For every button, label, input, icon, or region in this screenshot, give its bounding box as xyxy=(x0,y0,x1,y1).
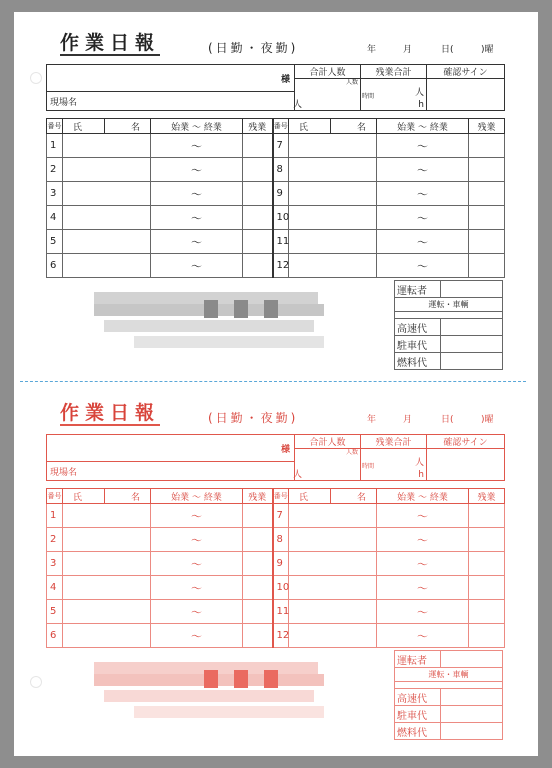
col-name-1: 氏 xyxy=(289,119,331,134)
overtime-cell[interactable] xyxy=(469,206,505,230)
header-table xyxy=(46,434,505,481)
row-number: 6 xyxy=(47,254,63,278)
row-number: 2 xyxy=(47,528,63,552)
overtime-cell[interactable] xyxy=(243,600,273,624)
binder-hole xyxy=(30,72,42,84)
day-label: 日( xyxy=(441,45,454,55)
row-number: 9 xyxy=(273,552,289,576)
table-row xyxy=(47,206,505,230)
table-row xyxy=(47,230,505,254)
row-number: 12 xyxy=(273,624,289,648)
col-start-end: 始業 〜 終業 xyxy=(377,119,469,134)
driver-label: 運転者 xyxy=(395,281,441,298)
table-row xyxy=(47,600,505,624)
overtime-cell[interactable] xyxy=(243,552,273,576)
time-cell[interactable]: 〜 xyxy=(151,552,243,576)
time-cell[interactable]: 〜 xyxy=(377,230,469,254)
site-name-field[interactable] xyxy=(47,462,295,481)
time-label: 時間 xyxy=(362,93,375,100)
time-cell[interactable]: 〜 xyxy=(377,528,469,552)
name-cell[interactable] xyxy=(63,576,151,600)
overtime-cell[interactable] xyxy=(243,182,273,206)
overtime-cell[interactable] xyxy=(469,134,505,158)
day-label: 日( xyxy=(441,415,454,425)
overtime-cell[interactable] xyxy=(243,206,273,230)
time-label: 時間 xyxy=(362,463,375,470)
fuel-fee-label: 燃料代 xyxy=(395,353,441,370)
row-number: 4 xyxy=(47,576,63,600)
driver-label: 運転者 xyxy=(395,651,441,668)
fuel-fee-label: 燃料代 xyxy=(395,723,441,740)
name-cell[interactable] xyxy=(289,134,377,158)
unit-hour: h xyxy=(418,100,424,110)
col-name-1: 氏 xyxy=(289,489,331,504)
report-title: 作業日報 xyxy=(60,32,161,54)
shift-subtitle: (日勤・夜勤) xyxy=(208,41,299,55)
overtime-cell[interactable] xyxy=(469,576,505,600)
row-number: 8 xyxy=(273,158,289,182)
overtime-cell[interactable] xyxy=(243,158,273,182)
time-cell[interactable]: 〜 xyxy=(151,206,243,230)
unit-hour: h xyxy=(418,470,424,480)
customer-field[interactable] xyxy=(47,435,295,462)
month-label: 月 xyxy=(403,415,413,425)
row-number: 9 xyxy=(273,182,289,206)
time-cell[interactable]: 〜 xyxy=(377,600,469,624)
name-cell[interactable] xyxy=(289,254,377,278)
weekday-label: )曜 xyxy=(481,45,494,55)
row-number: 8 xyxy=(273,528,289,552)
time-cell[interactable]: 〜 xyxy=(151,600,243,624)
daily-report-copy-red xyxy=(32,392,504,739)
fuel-fee-field[interactable] xyxy=(441,723,503,740)
col-name-2: 名 xyxy=(105,119,151,134)
vehicle-label: 運転・車輌 xyxy=(395,298,503,312)
row-number: 3 xyxy=(47,552,63,576)
parking-fee-field[interactable] xyxy=(441,706,503,723)
confirm-sign-header: 確認サイン xyxy=(427,435,505,449)
unit-person-2: 人 xyxy=(414,88,424,98)
name-cell[interactable] xyxy=(289,182,377,206)
time-cell[interactable]: 〜 xyxy=(377,624,469,648)
overtime-cell[interactable] xyxy=(469,230,505,254)
parking-fee-label: 駐車代 xyxy=(395,706,441,723)
row-number: 7 xyxy=(273,504,289,528)
overtime-cell[interactable] xyxy=(469,600,505,624)
name-cell[interactable] xyxy=(63,230,151,254)
total-people-header: 合計人数 xyxy=(295,435,361,449)
time-cell[interactable]: 〜 xyxy=(377,576,469,600)
overtime-cell[interactable] xyxy=(243,134,273,158)
vehicle-expense-table xyxy=(394,650,503,740)
col-number: 番号 xyxy=(273,489,289,504)
unit-person-2: 人 xyxy=(414,458,424,468)
time-cell[interactable]: 〜 xyxy=(151,158,243,182)
time-cell[interactable]: 〜 xyxy=(377,134,469,158)
row-number: 5 xyxy=(47,600,63,624)
site-name-field[interactable] xyxy=(47,92,295,111)
confirm-sign-header: 確認サイン xyxy=(427,65,505,79)
time-cell[interactable]: 〜 xyxy=(151,254,243,278)
col-start-end: 始業 〜 終業 xyxy=(377,489,469,504)
col-number: 番号 xyxy=(47,119,63,134)
name-cell[interactable] xyxy=(289,206,377,230)
daily-report-copy-black xyxy=(32,22,504,369)
name-cell[interactable] xyxy=(63,552,151,576)
overtime-cell[interactable] xyxy=(243,576,273,600)
time-cell[interactable]: 〜 xyxy=(151,182,243,206)
col-overtime: 残業 xyxy=(469,119,505,134)
name-cell[interactable] xyxy=(289,576,377,600)
name-cell[interactable] xyxy=(289,158,377,182)
customer-field[interactable] xyxy=(47,65,295,92)
overtime-total-field[interactable] xyxy=(361,79,427,111)
table-row xyxy=(47,254,505,278)
table-row xyxy=(47,158,505,182)
row-number: 3 xyxy=(47,182,63,206)
fuel-fee-field[interactable] xyxy=(441,353,503,370)
vehicle-label: 運転・車輌 xyxy=(395,668,503,682)
name-cell[interactable] xyxy=(289,600,377,624)
col-name-1: 氏 xyxy=(63,119,105,134)
row-number: 12 xyxy=(273,254,289,278)
highway-fee-field[interactable] xyxy=(441,319,503,336)
col-start-end: 始業 〜 終業 xyxy=(151,489,243,504)
time-cell[interactable]: 〜 xyxy=(377,552,469,576)
table-row xyxy=(47,552,505,576)
title-row xyxy=(32,392,504,432)
worker-grid xyxy=(46,488,505,648)
row-number: 10 xyxy=(273,576,289,600)
row-number: 1 xyxy=(47,134,63,158)
worker-grid xyxy=(46,118,505,278)
overtime-cell[interactable] xyxy=(243,254,273,278)
time-cell[interactable]: 〜 xyxy=(377,182,469,206)
parking-fee-field[interactable] xyxy=(441,336,503,353)
col-name-2: 名 xyxy=(331,489,377,504)
title-row xyxy=(32,22,504,62)
col-number: 番号 xyxy=(273,119,289,134)
year-label: 年 xyxy=(367,415,377,425)
unit-person: 人 xyxy=(292,100,302,110)
col-name-2: 名 xyxy=(105,489,151,504)
overtime-cell[interactable] xyxy=(469,254,505,278)
overtime-cell[interactable] xyxy=(469,504,505,528)
parking-fee-label: 駐車代 xyxy=(395,336,441,353)
time-cell[interactable]: 〜 xyxy=(377,254,469,278)
col-name-2: 名 xyxy=(331,119,377,134)
people-label: 人数 xyxy=(345,79,358,86)
customer-suffix: 様 xyxy=(280,74,290,85)
overtime-cell[interactable] xyxy=(469,624,505,648)
total-people-field[interactable] xyxy=(292,79,361,111)
table-row xyxy=(47,504,505,528)
time-cell[interactable]: 〜 xyxy=(151,230,243,254)
shift-subtitle: (日勤・夜勤) xyxy=(208,411,299,425)
table-row xyxy=(47,624,505,648)
vehicle-expense-table xyxy=(394,280,503,370)
table-row xyxy=(47,528,505,552)
unit-person: 人 xyxy=(292,470,302,480)
name-cell[interactable] xyxy=(63,528,151,552)
name-cell[interactable] xyxy=(63,600,151,624)
row-number: 10 xyxy=(273,206,289,230)
row-number: 4 xyxy=(47,206,63,230)
row-number: 7 xyxy=(273,134,289,158)
confirm-sign-field[interactable] xyxy=(427,449,505,481)
confirm-sign-field[interactable] xyxy=(427,79,505,111)
site-name-label: 現場名 xyxy=(50,97,78,108)
time-cell[interactable]: 〜 xyxy=(377,206,469,230)
highway-fee-label: 高速代 xyxy=(395,689,441,706)
table-row xyxy=(47,576,505,600)
table-row xyxy=(47,134,505,158)
header-table xyxy=(46,64,505,111)
name-cell[interactable] xyxy=(63,134,151,158)
name-cell[interactable] xyxy=(63,182,151,206)
name-cell[interactable] xyxy=(63,254,151,278)
blurred-company-info xyxy=(94,292,324,354)
total-people-field[interactable] xyxy=(292,449,361,481)
overtime-cell[interactable] xyxy=(469,158,505,182)
name-cell[interactable] xyxy=(63,158,151,182)
name-cell[interactable] xyxy=(63,504,151,528)
site-name-label: 現場名 xyxy=(50,467,78,478)
report-title: 作業日報 xyxy=(60,402,161,424)
time-cell[interactable]: 〜 xyxy=(151,134,243,158)
people-label: 人数 xyxy=(345,449,358,456)
time-cell[interactable]: 〜 xyxy=(151,528,243,552)
col-name-1: 氏 xyxy=(63,489,105,504)
highway-fee-label: 高速代 xyxy=(395,319,441,336)
name-cell[interactable] xyxy=(289,552,377,576)
col-overtime: 残業 xyxy=(243,489,273,504)
perforation-line xyxy=(20,381,526,382)
vehicle-field[interactable] xyxy=(395,312,503,319)
overtime-total-header: 残業合計 xyxy=(361,65,427,79)
driver-field[interactable] xyxy=(441,651,503,668)
name-cell[interactable] xyxy=(289,624,377,648)
name-cell[interactable] xyxy=(63,624,151,648)
time-cell[interactable]: 〜 xyxy=(377,504,469,528)
row-number: 11 xyxy=(273,600,289,624)
overtime-cell[interactable] xyxy=(243,230,273,254)
blurred-company-info xyxy=(94,662,324,724)
customer-suffix: 様 xyxy=(280,444,290,455)
name-cell[interactable] xyxy=(289,528,377,552)
weekday-label: )曜 xyxy=(481,415,494,425)
col-overtime: 残業 xyxy=(469,489,505,504)
highway-fee-field[interactable] xyxy=(441,689,503,706)
time-cell[interactable]: 〜 xyxy=(151,504,243,528)
col-overtime: 残業 xyxy=(243,119,273,134)
overtime-cell[interactable] xyxy=(469,182,505,206)
col-number: 番号 xyxy=(47,489,63,504)
name-cell[interactable] xyxy=(289,230,377,254)
overtime-cell[interactable] xyxy=(243,528,273,552)
time-cell[interactable]: 〜 xyxy=(377,158,469,182)
table-row xyxy=(47,182,505,206)
overtime-cell[interactable] xyxy=(469,552,505,576)
overtime-total-field[interactable] xyxy=(361,449,427,481)
row-number: 5 xyxy=(47,230,63,254)
overtime-cell[interactable] xyxy=(243,504,273,528)
overtime-cell[interactable] xyxy=(243,624,273,648)
driver-field[interactable] xyxy=(441,281,503,298)
month-label: 月 xyxy=(403,45,413,55)
time-cell[interactable]: 〜 xyxy=(151,624,243,648)
row-number: 6 xyxy=(47,624,63,648)
total-people-header: 合計人数 xyxy=(295,65,361,79)
vehicle-field[interactable] xyxy=(395,682,503,689)
name-cell[interactable] xyxy=(289,504,377,528)
name-cell[interactable] xyxy=(63,206,151,230)
row-number: 1 xyxy=(47,504,63,528)
overtime-total-header: 残業合計 xyxy=(361,435,427,449)
time-cell[interactable]: 〜 xyxy=(151,576,243,600)
overtime-cell[interactable] xyxy=(469,528,505,552)
row-number: 11 xyxy=(273,230,289,254)
binder-hole xyxy=(30,676,42,688)
row-number: 2 xyxy=(47,158,63,182)
year-label: 年 xyxy=(367,45,377,55)
col-start-end: 始業 〜 終業 xyxy=(151,119,243,134)
